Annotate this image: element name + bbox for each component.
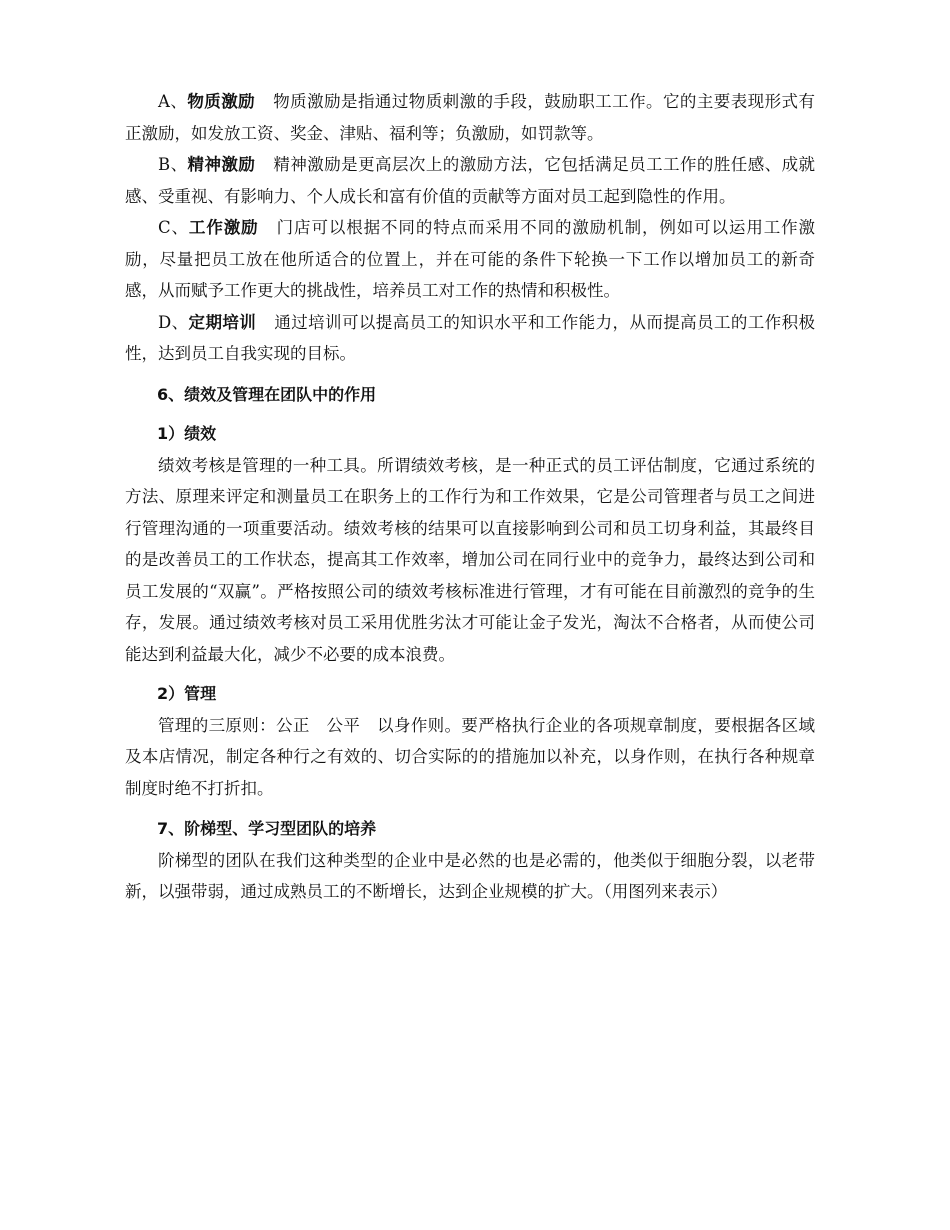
item-text: 精神激励是更高层次上的激励方法，它包括满足员工工作的胜任感、成就感、受重视、有影响力、个人成长和富有价值的贡献等方面对员工起到隐性的作用。 — [125, 155, 816, 206]
item-term: 定期培训 — [188, 312, 257, 332]
paragraph-c — [125, 212, 815, 307]
item-term: 物质激励 — [187, 92, 256, 111]
item-text: 通过培训可以提高员工的知识水平和工作能力，从而提高员工的工作积极性，达到员工自我实现的目标。 — [125, 312, 816, 363]
section-7-heading: 7、阶梯型、学习型团队的培养 — [157, 819, 377, 838]
item-prefix: A、 — [158, 92, 188, 111]
paragraph-d — [125, 307, 815, 370]
subsection-1-heading: 1）绩效 — [157, 424, 217, 443]
item-term: 精神激励 — [187, 155, 256, 174]
item-prefix: C、 — [158, 218, 189, 237]
item-prefix: D、 — [158, 312, 189, 332]
item-prefix: B、 — [158, 155, 188, 174]
paragraph-a — [125, 86, 815, 149]
item-text: 物质激励是指通过物质刺激的手段，鼓励职工工作。它的主要表现形式有正激励，如发放工资、奖金、津贴、福利等；负激励，如罚款等。 — [125, 92, 816, 143]
subsection-1-text: 绩效考核是管理的一种工具。所谓绩效考核，是一种正式的员工评估制度，它通过系统的方法、原理来评定和测量员工在职务上的工作行为和工作效果，它是公司管理者与员工之间进行管理沟通的一项重要活动。绩效考核的结果可以直接影响到公司和员工切身利益，其最终目的是改善员工的工作状态，提高其工作效率，增加公司在同行业中的竞争力，最终达到公司和员工发展的“双赢”。严格按照公司的绩效考核标准进行管理，才有可能在目前激烈的竞争的生存，发展。通过绩效考核对员工采用优胜劣汰才可能让金子发光，淘汰不合格者，从而使公司能达到利益最大化，减少不必要的成本浪费。 — [125, 455, 815, 664]
item-text: 门店可以根据不同的特点而采用不同的激励机制，例如可以运用工作激励，尽量把员工放在他所适合的位置上，并在可能的条件下轮换一下工作以增加员工的新奇感，从而赋予工作更大的挑战性，培养员工对工作的热情和积极性。 — [125, 218, 816, 300]
section-6-heading: 6、绩效及管理在团队中的作用 — [157, 384, 377, 404]
subsection-2-heading: 2）管理 — [157, 684, 217, 703]
subsection-2-text: 管理的三原则：公正 公平 以身作则。要严格执行企业的各项规章制度，要根据各区域及本店情况，制定各种行之有效的、切合实际的的措施加以补充，以身作则，在执行各种规章制度时绝不打折扣。 — [125, 715, 815, 798]
item-term: 工作激励 — [188, 218, 259, 237]
paragraph-b — [125, 149, 815, 212]
section-7-text: 阶梯型的团队在我们这种类型的企业中是必然的也是必需的，他类似于细胞分裂，以老带新，以强带弱，通过成熟员工的不断增长，达到企业规模的扩大。（用图列来表示） — [125, 850, 815, 901]
document-page — [125, 86, 815, 908]
